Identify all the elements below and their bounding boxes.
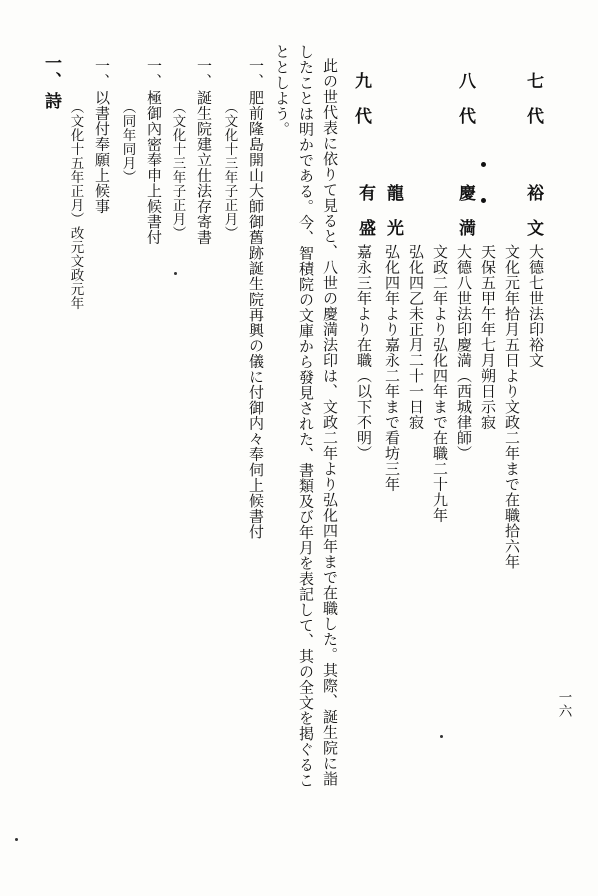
document-1-title: 肥前隆島開山大師御舊跡誕生院再興の儀に付御内々奉伺上候書付 [247,90,265,540]
generation-8-line-2: 文政二年より弘化四年まで在職二十九年 [431,244,449,523]
page-number: 一六 [555,690,572,718]
paragraph-line-2: したことは明かである。今、智積院の文庫から發見された、書類及び年月を表記して、其の全文を掲ぐるこ [297,44,315,788]
generation-7-label: 七 代 [523,72,543,125]
document-3-title: 極御內密奉申上候書付 [145,90,163,245]
generation-8-name: 慶 満 [455,184,475,237]
generation-7-line-1: 大德七世法印裕文 [527,244,545,368]
document-4-title: 以書付奉願上候事 [93,90,111,214]
document-2-title: 誕生院建立仕法存寄書 [195,90,213,245]
document-3-marker: 一、 [145,58,163,89]
document-4-date: （文化十五年正月）改元文政元年 [67,100,84,310]
generation-8-line-1: 大德八世法印慶満（西城律師） [455,244,473,461]
print-speck [440,735,443,738]
document-3-date: （同年同月） [119,100,136,184]
emphasis-dot [481,162,486,167]
paragraph-line-3: ととしよう。 [273,44,291,137]
document-5-marker: 一、 [41,54,61,89]
print-speck [174,272,177,275]
paragraph-line-1: 此の世代表に依りて見ると、八世の慶満法印は、文政二年より弘化四年まで在職した。其際、誕生院に詣 [321,58,339,787]
document-2-marker: 一、 [195,58,213,89]
generation-9-line-2: 嘉永三年より在職（以下不明） [355,244,373,461]
document-1-date: （文化十三年子正月） [221,100,238,240]
generation-9-name-1: 龍 光 [383,184,403,237]
generation-9-line-1: 弘化四年より嘉永二年まで看坊三年 [383,244,401,492]
generation-7-line-3: 天保五甲午年七月朔日示寂 [479,244,497,430]
document-4-marker: 一、 [93,58,111,89]
document-2-date: （文化十三年子正月） [169,100,186,240]
document-5-title: 詩 [41,92,61,110]
generation-8-label: 八 代 [455,72,475,125]
generation-7-line-2: 文化元年拾月五日より文政二年まで在職拾六年 [503,244,521,570]
emphasis-dot [481,198,486,203]
generation-7-name: 裕 文 [523,184,543,237]
document-1-marker: 一、 [247,58,265,89]
generation-9-name-2: 有 盛 [355,184,375,237]
print-speck [15,838,18,841]
generation-8-line-3: 弘化四乙未正月二十一日寂 [407,244,425,430]
generation-9-label: 九 代 [351,72,371,125]
